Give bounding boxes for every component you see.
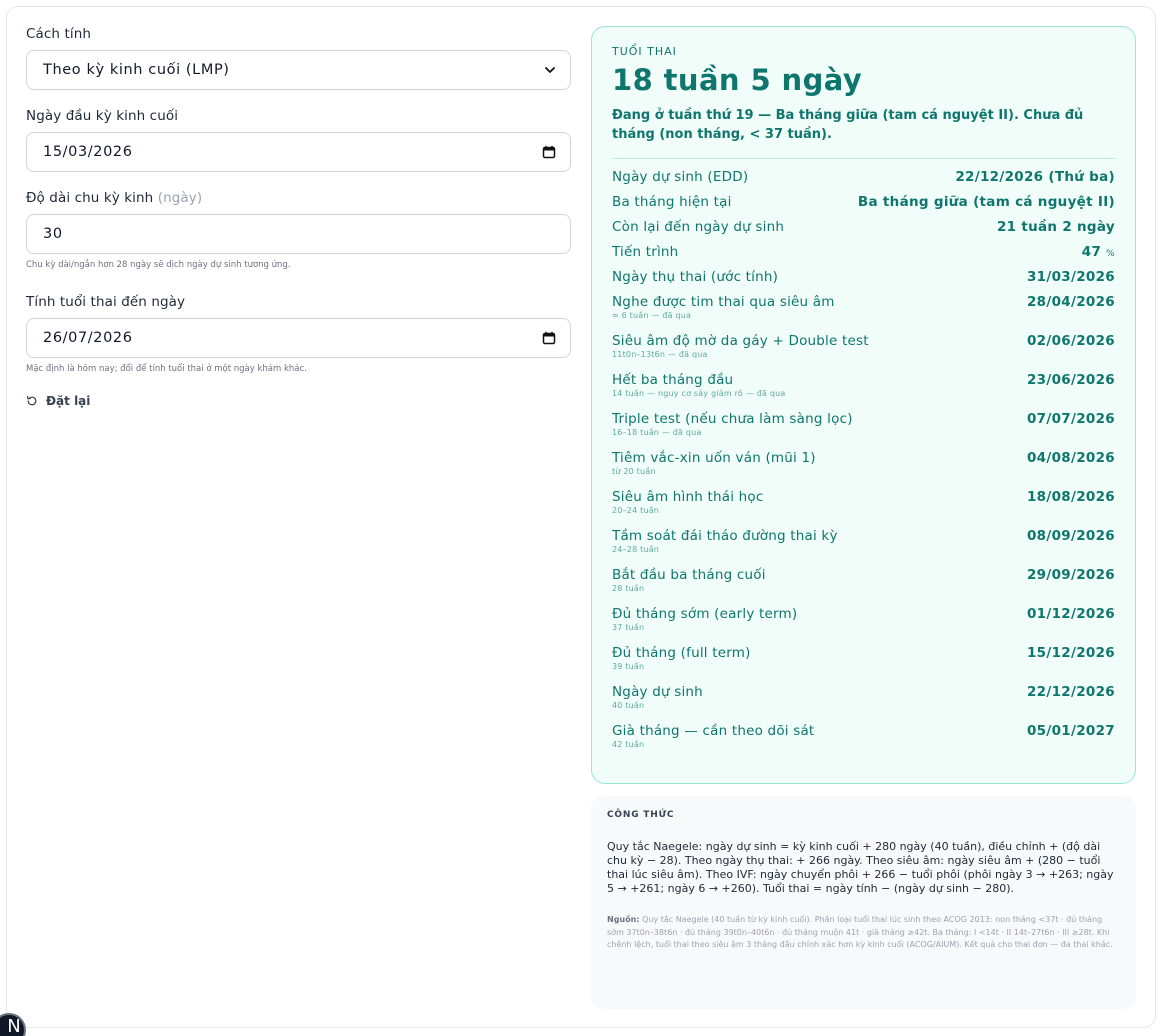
milestone-label bbox=[612, 489, 764, 515]
milestone-date: 15/12/2026 bbox=[1026, 645, 1115, 661]
cycle-group bbox=[26, 190, 571, 270]
summary-label: Còn lại đến ngày dự sinh bbox=[612, 219, 785, 235]
milestone-note: từ 20 tuần bbox=[612, 467, 656, 476]
milestone-row bbox=[612, 450, 1115, 489]
summary-row bbox=[612, 269, 1115, 294]
summary-label: Ngày thụ thai (ước tính) bbox=[612, 269, 779, 285]
calendar-icon[interactable] bbox=[542, 145, 556, 159]
milestone-label bbox=[612, 567, 766, 593]
milestone-label bbox=[612, 528, 838, 554]
result-description: Đang ở tuần thứ 19 — Ba tháng giữa (tam cá nguyệt II). Chưa đủ tháng (non tháng, < 37 tuần). bbox=[612, 108, 1084, 142]
reset-button[interactable] bbox=[26, 394, 571, 408]
milestone-row bbox=[612, 294, 1115, 333]
milestone-row bbox=[612, 645, 1115, 684]
progress-number: 47 bbox=[1081, 244, 1102, 260]
badge-letter: N bbox=[7, 1015, 21, 1036]
reset-icon bbox=[26, 395, 38, 407]
summary-label: Ngày dự sinh (EDD) bbox=[612, 169, 749, 185]
milestone-title: Ngày dự sinh bbox=[612, 684, 703, 700]
milestone-date: 23/06/2026 bbox=[1026, 372, 1115, 388]
milestone-note: 37 tuần bbox=[612, 623, 645, 632]
milestone-title: Đủ tháng sớm (early term) bbox=[612, 606, 798, 622]
milestone-date: 08/09/2026 bbox=[1026, 528, 1115, 544]
milestone-date: 01/12/2026 bbox=[1026, 606, 1115, 622]
calendar-icon[interactable] bbox=[542, 331, 556, 345]
milestone-label bbox=[612, 723, 814, 749]
milestone-date: 04/08/2026 bbox=[1026, 450, 1115, 466]
milestone-row bbox=[612, 333, 1115, 372]
result-kicker: TUỔI THAI bbox=[612, 45, 677, 58]
summary-value: 21 tuần 2 ngày bbox=[996, 219, 1115, 235]
milestone-note: 20–24 tuần bbox=[612, 506, 660, 515]
milestone-title: Bắt đầu ba tháng cuối bbox=[612, 567, 766, 583]
milestone-label bbox=[612, 372, 785, 398]
milestone-row bbox=[612, 567, 1115, 606]
milestone-label bbox=[612, 606, 797, 632]
milestone-row bbox=[612, 528, 1115, 567]
summary-row bbox=[612, 169, 1115, 194]
milestone-note: 14 tuần — nguy cơ sảy giảm rõ — đã qua bbox=[612, 389, 786, 398]
lmp-label: Ngày đầu kỳ kinh cuối bbox=[26, 108, 179, 124]
milestone-title: Đủ tháng (full term) bbox=[612, 645, 751, 661]
cycle-label bbox=[26, 190, 571, 206]
progress-value bbox=[1082, 244, 1115, 260]
ondate-label: Tính tuổi thai đến ngày bbox=[26, 294, 186, 310]
milestone-row bbox=[612, 684, 1115, 723]
source-text: Quy tắc Naegele (40 tuần từ kỳ kinh cuối). Phân loại tuổi thai lúc sinh theo ACOG 2013: non tháng <37t · đủ tháng sớm 37t0n–38t6n · đủ tháng 39t0n–40t6n · đủ tháng muộn 41t · già tháng ≥42t. Ba tháng: I <14t · II 14t–27t6n · III ≥28t. Khi chênh lệch, tuổi thai theo siêu âm 3 tháng đầu chính xác hơn kỳ kinh cuối (ACOG/AIUM). Kết quả cho thai đơn — đa thai khác. bbox=[607, 915, 1113, 949]
lmp-value: 15/03/2026 bbox=[43, 144, 133, 160]
ondate-value: 26/07/2026 bbox=[43, 330, 133, 346]
cycle-value: 30 bbox=[43, 226, 63, 242]
milestone-date: 29/09/2026 bbox=[1026, 567, 1115, 583]
milestone-note: 28 tuần bbox=[612, 584, 645, 593]
source-label: Nguồn: bbox=[607, 915, 640, 924]
chevron-down-icon bbox=[544, 64, 556, 76]
milestone-note: 42 tuần bbox=[612, 740, 645, 749]
ondate-date-input[interactable] bbox=[26, 318, 571, 358]
milestone-label bbox=[612, 333, 869, 359]
milestone-note: ≈ 6 tuần — đã qua bbox=[612, 311, 692, 320]
ondate-group bbox=[26, 294, 571, 374]
milestone-note: 24–28 tuần bbox=[612, 545, 660, 554]
milestone-note: 39 tuần bbox=[612, 662, 645, 671]
milestone-label bbox=[612, 294, 835, 320]
summary-label: Tiến trình bbox=[612, 244, 679, 260]
method-label: Cách tính bbox=[26, 26, 92, 42]
milestone-title: Tầm soát đái tháo đường thai kỳ bbox=[612, 528, 838, 544]
milestone-title: Tiêm vắc-xin uốn ván (mũi 1) bbox=[612, 450, 816, 466]
summary-value: Ba tháng giữa (tam cá nguyệt II) bbox=[857, 194, 1115, 210]
method-select[interactable] bbox=[26, 50, 571, 90]
milestone-row bbox=[612, 372, 1115, 411]
progress-row bbox=[612, 244, 1115, 269]
lmp-date-input[interactable] bbox=[26, 132, 571, 172]
reset-label: Đặt lại bbox=[46, 394, 91, 408]
formula-kicker: CÔNG THỨC bbox=[607, 810, 675, 820]
milestone-title: Siêu âm độ mờ da gáy + Double test bbox=[612, 333, 869, 349]
milestone-label bbox=[612, 684, 703, 710]
milestone-row bbox=[612, 723, 1115, 762]
milestone-row bbox=[612, 411, 1115, 450]
calculator-form bbox=[26, 26, 571, 408]
summary-value: 31/03/2026 bbox=[1026, 269, 1115, 285]
milestone-title: Nghe được tim thai qua siêu âm bbox=[612, 294, 835, 310]
milestone-note: 16–18 tuần — đã qua bbox=[612, 428, 702, 437]
milestone-title: Hết ba tháng đầu bbox=[612, 372, 734, 388]
milestone-date: 22/12/2026 bbox=[1026, 684, 1115, 700]
milestone-list bbox=[612, 294, 1115, 762]
milestone-date: 05/01/2027 bbox=[1026, 723, 1115, 739]
formula-panel bbox=[591, 796, 1136, 1009]
ondate-hint: Mặc định là hôm nay; đổi để tính tuổi thai ở một ngày khám khác. bbox=[26, 364, 307, 374]
milestone-date: 18/08/2026 bbox=[1026, 489, 1115, 505]
summary-label: Ba tháng hiện tại bbox=[612, 194, 732, 210]
milestone-date: 28/04/2026 bbox=[1026, 294, 1115, 310]
cycle-label-text: Độ dài chu kỳ kinh bbox=[26, 190, 154, 206]
gestational-age: 18 tuần 5 ngày bbox=[612, 63, 863, 97]
milestone-row bbox=[612, 606, 1115, 645]
milestone-label bbox=[612, 450, 816, 476]
milestone-label bbox=[612, 411, 853, 437]
formula-source bbox=[607, 914, 1120, 952]
divider bbox=[612, 158, 1115, 159]
milestone-date: 02/06/2026 bbox=[1026, 333, 1115, 349]
progress-unit: % bbox=[1106, 249, 1115, 259]
lmp-group bbox=[26, 108, 571, 172]
milestone-title: Triple test (nếu chưa làm sàng lọc) bbox=[612, 411, 853, 427]
result-panel bbox=[591, 26, 1136, 784]
summary-row bbox=[612, 194, 1115, 219]
cycle-length-input[interactable] bbox=[26, 214, 571, 254]
milestone-label bbox=[612, 645, 751, 671]
method-value: Theo kỳ kinh cuối (LMP) bbox=[43, 62, 230, 78]
summary-value: 22/12/2026 (Thứ ba) bbox=[955, 169, 1115, 185]
formula-text: Quy tắc Naegele: ngày dự sinh = kỳ kinh cuối + 280 ngày (40 tuần), điều chỉnh + (độ dài chu kỳ − 28). Theo ngày thụ thai: + 266 ngày. Theo siêu âm: ngày siêu âm + (280 − tuổi thai lúc siêu âm). Theo IVF: ngày chuyển phôi + 266 − tuổi phôi (phôi ngày 3 → +263; ngày 5 → +261; ngày 6 → +260). Tuổi thai = ngày tính − (ngày dự sinh − 280). bbox=[607, 840, 1114, 895]
milestone-title: Già tháng — cần theo dõi sát bbox=[612, 723, 815, 739]
milestone-date: 07/07/2026 bbox=[1026, 411, 1115, 427]
summary-row bbox=[612, 219, 1115, 244]
cycle-label-unit: (ngày) bbox=[157, 190, 203, 206]
cycle-hint: Chu kỳ dài/ngắn hơn 28 ngày sẽ dịch ngày dự sinh tương ứng. bbox=[26, 260, 291, 270]
milestone-note: 40 tuần bbox=[612, 701, 645, 710]
method-group bbox=[26, 26, 571, 90]
milestone-title: Siêu âm hình thái học bbox=[612, 489, 764, 505]
milestone-row bbox=[612, 489, 1115, 528]
milestone-note: 11t0n–13t6n — đã qua bbox=[612, 350, 708, 359]
